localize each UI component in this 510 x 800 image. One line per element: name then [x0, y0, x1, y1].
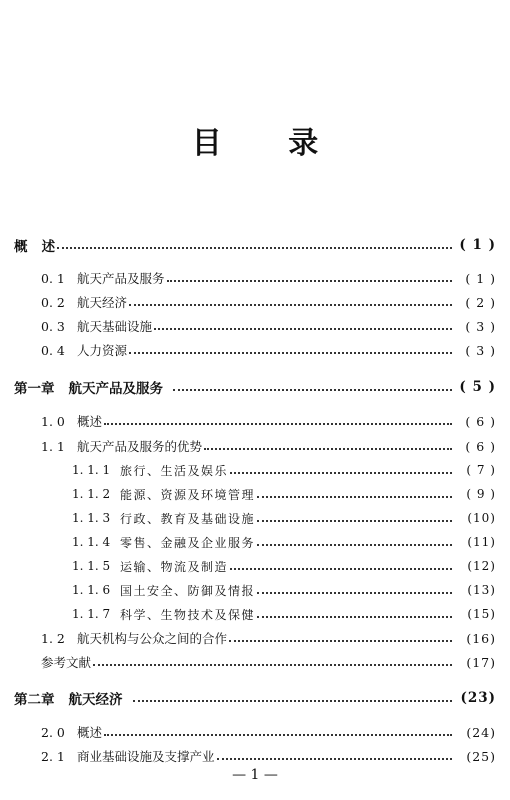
toc-subentry[interactable]	[72, 460, 496, 480]
toc-entry-number: 1. 1. 6	[72, 583, 111, 597]
toc-entry-number: 0. 1	[41, 270, 65, 286]
toc-entry-page: (15)	[467, 607, 496, 621]
toc-entry-number: 1. 1. 5	[72, 559, 111, 573]
toc-entry-label: 商业基础设施及支撑产业	[77, 749, 215, 764]
toc-entry-references[interactable]	[41, 652, 496, 672]
toc-entry-page: ( 1 )	[465, 270, 496, 286]
dot-leader	[230, 460, 452, 474]
toc-entry-page: (17)	[466, 654, 496, 670]
toc-entry-page: ( 6 )	[465, 438, 496, 454]
toc-entry[interactable]	[41, 268, 496, 288]
dot-leader	[57, 235, 452, 249]
dot-leader	[257, 604, 452, 618]
dot-leader	[257, 532, 452, 546]
toc-entry-label: 航天产品及服务的优势	[77, 439, 203, 454]
dot-leader	[204, 436, 452, 450]
dot-leader	[217, 746, 452, 760]
dot-leader	[154, 316, 452, 330]
toc-chapter-2[interactable]	[14, 688, 496, 708]
toc-subentry[interactable]	[72, 556, 496, 576]
toc-entry-number: 1. 1. 4	[72, 535, 111, 549]
toc-entry-page: (13)	[467, 583, 496, 597]
dot-leader	[104, 411, 452, 425]
toc-chapter-number: 第一章	[14, 381, 55, 397]
toc-entry-number: 1. 1. 1	[72, 463, 111, 477]
toc-entry-number: 2. 0	[41, 724, 65, 740]
toc-entry-number: 1. 1. 2	[72, 487, 111, 501]
toc-entry-page: ( 3 )	[465, 342, 496, 358]
toc-entry-label: 人力资源	[77, 343, 128, 358]
dot-leader	[257, 508, 452, 522]
toc-entry-page: (23)	[460, 690, 496, 706]
toc-entry-label: 航天机构与公众之间的合作	[77, 631, 228, 646]
toc-entry-label: 航天经济	[68, 692, 123, 708]
toc-entry[interactable]	[41, 436, 496, 456]
toc-entry-page: ( 7 )	[466, 463, 496, 477]
toc-entry-label: 概述	[77, 725, 103, 740]
toc-subentry[interactable]	[72, 508, 496, 528]
dot-leader	[173, 377, 452, 391]
toc-entry-label: 零售、金融及企业服务	[120, 535, 256, 550]
page-number: — 1 —	[232, 767, 278, 783]
toc-entry[interactable]	[41, 316, 496, 336]
toc-entry-number: 1. 2	[41, 630, 65, 646]
dot-leader	[93, 652, 452, 666]
toc-subentry[interactable]	[72, 484, 496, 504]
toc-entry-label: 能源、资源及环境管理	[120, 487, 256, 502]
page-title: 目 录	[191, 126, 347, 161]
toc-entry-label: 航天基础设施	[77, 319, 153, 334]
toc-entry-page: ( 9 )	[466, 487, 496, 501]
toc-entry-page: (24)	[466, 724, 496, 740]
toc-entry-number: 1. 1. 7	[72, 607, 111, 621]
toc-entry[interactable]	[41, 746, 496, 766]
dot-leader	[129, 340, 452, 354]
toc-subentry[interactable]	[72, 580, 496, 600]
toc-entry-number: 0. 2	[41, 294, 65, 310]
toc-entry-label: 概述	[77, 414, 103, 429]
toc-entry-number: 1. 0	[41, 413, 65, 429]
toc-entry-label: 概 述	[14, 239, 56, 255]
toc-entry[interactable]	[41, 292, 496, 312]
toc-entry-label: 科学、生物技术及保健	[120, 607, 256, 622]
toc-entry-page: (11)	[467, 535, 496, 549]
toc-entry-label: 国土安全、防御及情报	[120, 583, 256, 598]
toc-entry-page: ( 1 )	[459, 237, 496, 253]
dot-leader	[229, 628, 452, 642]
toc-chapter-number: 第二章	[14, 692, 55, 708]
toc-chapter-1[interactable]	[14, 377, 496, 397]
dot-leader	[230, 556, 452, 570]
toc-entry[interactable]	[41, 340, 496, 360]
dot-leader	[257, 580, 452, 594]
toc-entry-label: 运输、物流及制造	[120, 559, 229, 574]
toc-entry-label: 行政、教育及基础设施	[120, 511, 256, 526]
toc-entry-number: 1. 1	[41, 438, 65, 454]
toc-entry-page: (12)	[467, 559, 496, 573]
dot-leader	[129, 292, 452, 306]
toc-entry-number: 1. 1. 3	[72, 511, 111, 525]
toc-entry[interactable]	[41, 628, 496, 648]
toc-entry[interactable]	[41, 411, 496, 431]
toc-entry-label: 航天产品及服务	[77, 271, 165, 286]
toc-entry-page: (25)	[466, 748, 496, 764]
toc-subentry[interactable]	[72, 532, 496, 552]
dot-leader	[133, 688, 453, 702]
toc-subentry[interactable]	[72, 604, 496, 624]
dot-leader	[104, 722, 452, 736]
toc-entry-label: 航天经济	[77, 295, 128, 310]
toc-entry-page: ( 5 )	[459, 379, 496, 395]
toc-entry[interactable]	[41, 722, 496, 742]
toc-entry-page: ( 6 )	[465, 413, 496, 429]
toc-entry-label: 旅行、生活及娱乐	[120, 463, 229, 478]
toc-entry-label: 参考文献	[41, 655, 92, 670]
toc-entry-page: (16)	[466, 630, 496, 646]
toc-entry-overview[interactable]	[14, 235, 496, 255]
toc-entry-number: 2. 1	[41, 748, 65, 764]
toc-entry-page: ( 2 )	[465, 294, 496, 310]
toc-entry-number: 0. 3	[41, 318, 65, 334]
dot-leader	[167, 268, 452, 282]
toc-entry-label: 航天产品及服务	[68, 381, 163, 397]
toc-entry-page: (10)	[467, 511, 496, 525]
dot-leader	[257, 484, 452, 498]
toc-entry-number: 0. 4	[41, 342, 65, 358]
toc-entry-page: ( 3 )	[465, 318, 496, 334]
